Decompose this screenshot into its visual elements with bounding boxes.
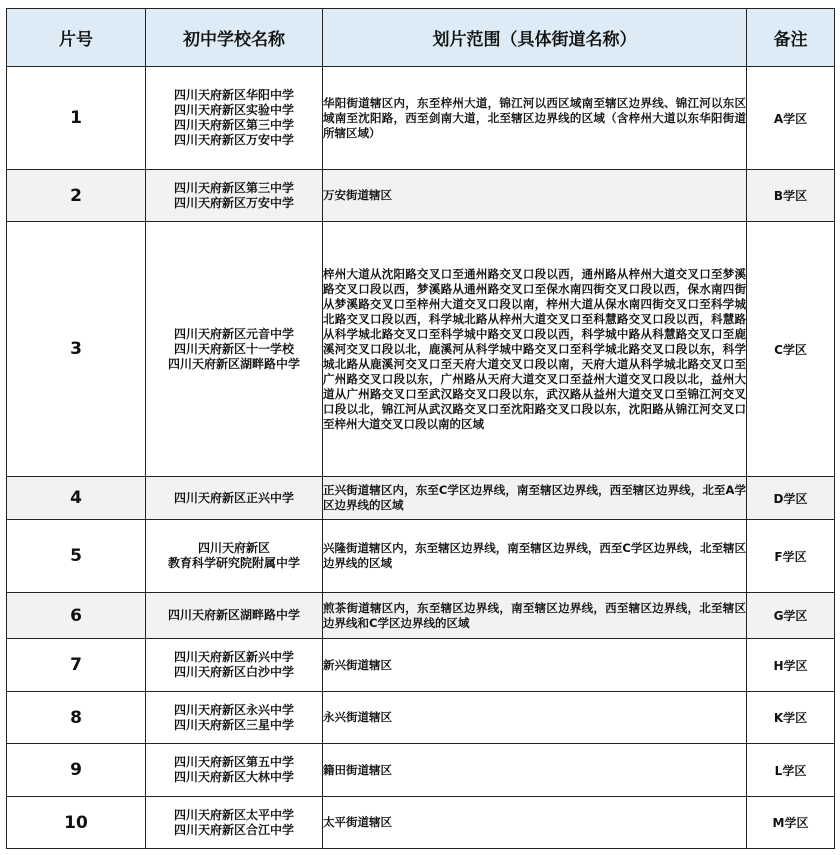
district-note: D学区 [747, 477, 835, 520]
range-text: 太平街道辖区 [323, 797, 747, 849]
table-row [7, 477, 835, 520]
header-school: 初中学校名称 [146, 9, 323, 67]
district-note: C学区 [747, 222, 835, 477]
school-name: 四川天府新区永兴中学 [173, 702, 294, 717]
school-name: 四川天府新区合江中学 [173, 822, 294, 837]
range-text: 正兴街道辖区内，东至C学区边界线，南至辖区边界线，西至辖区边界线，北至A学区边界线的区域 [323, 477, 747, 520]
district-note: B学区 [747, 170, 835, 222]
header-range: 划片范围（具体街道名称） [323, 9, 747, 67]
district-note: K学区 [747, 692, 835, 744]
table-row [7, 797, 835, 849]
row-num: 3 [7, 222, 146, 477]
school-name: 四川天府新区新兴中学 [173, 650, 294, 664]
school-name: 四川天府新区华阳中学 [173, 88, 294, 102]
table-row [7, 593, 835, 639]
range-text: 籍田街道辖区 [323, 744, 747, 797]
header-note: 备注 [747, 9, 835, 67]
header-row [7, 9, 835, 67]
table-row [7, 67, 835, 170]
row-num: 10 [7, 797, 146, 849]
table-row [7, 520, 835, 593]
school-name: 四川天府新区万安中学 [173, 195, 294, 210]
district-note: L学区 [747, 744, 835, 797]
school-names [146, 520, 323, 593]
school-names [146, 593, 323, 639]
district-note: M学区 [747, 797, 835, 849]
range-text: 梓州大道从沈阳路交叉口至通州路交叉口段以西，通州路从梓州大道交叉口至梦溪路交叉口段以西，梦溪路从通州路交叉口至保水南四街交叉口段以西，保水南四街从梦溪路交叉口至梓州大道交叉口段以南，梓州大道从保水南四街交叉口至科学城北路交叉口段以西，科学城北路从梓州大道交叉口至科慧路交叉口段以西，科慧路从科学城北路交叉口至科学城中路交叉口段以西，科学城中路从科慧路交叉口至鹿溪河交叉口段以北，鹿溪河从科学城中路交叉口至科学城北路交叉口段以东，科学城北路从鹿溪河交叉口至天府大道交叉口段以南，天府大道从科学城北路交叉口至广州路交叉口段以东，广州路从天府大道交叉口至益州大道交叉口段以北，益州大道从广州路交叉口至武汉路交叉口段以东，武汉路从益州大道交叉口至锦江河交叉口段以北，锦江河从武汉路交叉口至沈阳路交叉口段以东，沈阳路从锦江河交叉口至梓州大道交叉口段以南的区域 [323, 222, 747, 477]
school-name: 教育科学研究院附属中学 [167, 556, 300, 570]
school-name: 四川天府新区正兴中学 [173, 490, 294, 505]
table-row [7, 639, 835, 692]
row-num: 2 [7, 170, 146, 222]
range-text: 兴隆街道辖区内，东至辖区边界线，南至辖区边界线，西至C学区边界线，北至辖区边界线的区域 [323, 520, 747, 593]
school-name: 四川天府新区太平中学 [173, 807, 294, 822]
school-name: 四川天府新区元音中学 [173, 326, 294, 341]
school-name: 四川天府新区第三中学 [173, 118, 294, 132]
school-name: 四川天府新区 [197, 541, 270, 555]
school-name: 四川天府新区实验中学 [173, 103, 294, 117]
range-text: 万安街道辖区 [323, 170, 747, 222]
school-names [146, 744, 323, 797]
school-names [146, 222, 323, 477]
table-row [7, 744, 835, 797]
school-names [146, 477, 323, 520]
row-num: 6 [7, 593, 146, 639]
district-note: A学区 [747, 67, 835, 170]
school-name: 四川天府新区第三中学 [173, 180, 294, 195]
school-names [146, 639, 323, 692]
table-row [7, 692, 835, 744]
school-name: 四川天府新区湖畔路中学 [167, 356, 300, 371]
school-names [146, 67, 323, 170]
district-table [6, 8, 835, 849]
row-num: 4 [7, 477, 146, 520]
school-name: 四川天府新区湖畔路中学 [167, 608, 300, 622]
school-name: 四川天府新区第五中学 [173, 755, 294, 769]
school-names [146, 797, 323, 849]
row-num: 1 [7, 67, 146, 170]
school-names [146, 692, 323, 744]
district-note: H学区 [747, 639, 835, 692]
row-num: 7 [7, 639, 146, 692]
range-text: 新兴街道辖区 [323, 639, 747, 692]
school-name: 四川天府新区万安中学 [173, 133, 294, 147]
district-note: F学区 [747, 520, 835, 593]
district-note: G学区 [747, 593, 835, 639]
row-num: 8 [7, 692, 146, 744]
school-names [146, 170, 323, 222]
header-num: 片号 [7, 9, 146, 67]
table-row [7, 222, 835, 477]
school-name: 四川天府新区白沙中学 [173, 665, 294, 679]
school-name: 四川天府新区十一学校 [173, 341, 294, 356]
table-row [7, 170, 835, 222]
range-text: 永兴街道辖区 [323, 692, 747, 744]
range-text: 煎茶街道辖区内，东至辖区边界线，南至辖区边界线，西至辖区边界线，北至辖区边界线和C学区边界线的区域 [323, 593, 747, 639]
range-text: 华阳街道辖区内，东至梓州大道，锦江河以西区域南至辖区边界线、锦江河以东区域南至沈阳路，西至剑南大道，北至辖区边界线的区域（含梓州大道以东华阳街道所辖区域） [323, 67, 747, 170]
school-name: 四川天府新区大林中学 [173, 770, 294, 784]
school-name: 四川天府新区三星中学 [173, 717, 294, 732]
row-num: 5 [7, 520, 146, 593]
row-num: 9 [7, 744, 146, 797]
